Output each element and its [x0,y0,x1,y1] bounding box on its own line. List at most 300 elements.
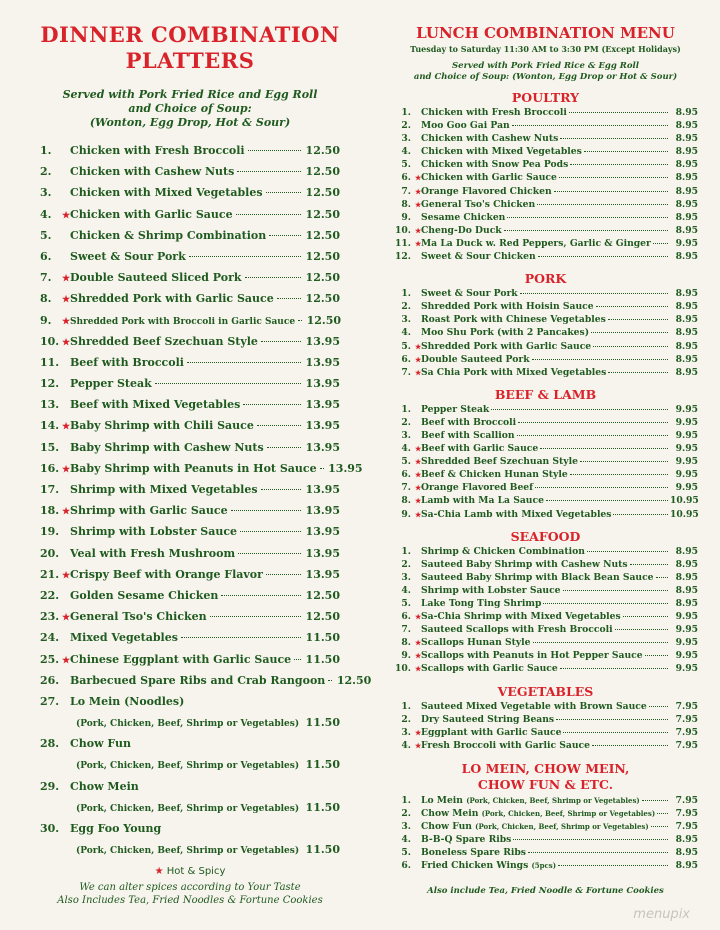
item-options: (Pork, Chicken, Beef, Shrimp or Vegetables) [76,761,300,772]
item-name-wrap [421,624,613,635]
spicy-star-icon: ★ [415,496,422,506]
item-number: 12. [40,377,60,391]
item-name: Baby Shrimp with Cashew Nuts [70,440,264,454]
item-options: (Pork, Chicken, Beef, Shrimp or Vegetables) [76,846,300,857]
dot-leader [591,332,668,333]
item-number: 2. [401,713,411,725]
section-heading [393,684,698,699]
item-price: 8.95 [675,146,698,158]
dot-leader [563,590,668,591]
item-number: 30. [40,822,60,835]
item-number: 21. [40,567,60,581]
list-item [393,107,698,120]
item-number: 23. [40,610,60,624]
item-name-wrap [421,714,554,725]
spicy-star-icon: ★ [62,337,71,348]
section-title: LO MEIN, CHOW MEIN, [461,760,630,776]
item-name-wrap [421,327,589,338]
item-name: Double Sauteed Pork [421,353,530,365]
item-name: Sweet & Sour Pork [70,249,186,263]
list-item [40,250,340,271]
item-number: 4. [401,327,411,339]
item-name: Chow Fun [421,821,472,833]
item-name-wrap [421,238,651,249]
list-item [40,419,340,440]
section-title: POULTRY [511,90,580,105]
spicy-star-icon: ★ [415,354,422,364]
item-number: 2. [401,808,411,820]
item-number: 10. [40,334,60,348]
dot-leader [559,177,668,178]
item-number: 5. [401,340,411,352]
item-price: 8.95 [675,598,698,609]
dinner-title: DINNER COMBINATION PLATTERS [40,22,340,73]
item-number: 11. [395,237,411,249]
item-name: Baby Shrimp with Chili Sauce [70,419,254,433]
list-item [40,589,340,610]
item-number: 5. [401,598,411,609]
item-number: 6. [401,860,411,872]
item-price: 10.95 [670,508,699,520]
item-number: 4. [401,584,411,596]
item-name: Chicken & Shrimp Combination [70,228,267,242]
item-name: Moo Goo Gai Pan [421,120,510,132]
item-name: Boneless Spare Ribs [421,847,526,859]
list-item [393,456,698,469]
list-item [393,120,698,133]
item-price: 8.95 [675,159,698,171]
dot-leader [269,235,301,236]
dot-leader [245,277,302,278]
item-name: Chow Fun [70,737,131,751]
list-item [393,611,698,624]
spicy-star-icon: ★ [62,464,71,475]
dot-leader [608,372,668,373]
item-name-wrap [421,847,526,858]
dot-leader [243,404,301,405]
dot-leader [210,616,301,617]
item-name-wrap [421,133,558,144]
item-price: 13.95 [305,398,340,412]
item-options-row [40,758,340,779]
list-item [40,547,340,568]
item-name: Sauteed Baby Shrimp with Black Bean Sauce [421,571,654,583]
list-item [393,559,698,572]
list-item [393,650,698,663]
dot-leader [328,680,332,681]
dot-leader [580,461,668,462]
dot-leader [593,346,668,347]
item-price: 11.50 [305,652,340,666]
list-item [393,159,698,172]
list-item [40,483,340,504]
dot-leader [653,243,668,244]
item-name-wrap [421,860,556,871]
dot-leader [532,359,668,360]
item-price: 12.50 [305,588,340,602]
item-name: Shredded Pork with Garlic Sauce [70,292,274,306]
dot-leader [533,642,668,643]
item-name: Fresh Broccoli with Garlic Sauce [421,739,590,751]
list-item [393,404,698,417]
list-item [40,822,340,843]
item-number: 20. [40,546,60,560]
list-item [40,356,340,377]
dot-leader [491,409,668,410]
item-options: (Pork, Chicken, Beef, Shrimp or Vegetables) [466,795,640,805]
spicy-star-icon: ★ [415,664,422,674]
item-number: 3. [401,821,411,833]
item-name: B-B-Q Spare Ribs [421,834,512,846]
dinner-item-list [40,144,372,864]
item-price: 8.95 [675,172,698,184]
list-item [393,847,698,860]
item-price: 9.95 [675,469,698,481]
item-name: Lo Mein (Noodles) [70,694,185,708]
item-name: Mixed Vegetables [70,631,178,645]
spicy-star-icon: ★ [62,422,71,433]
hot-spicy-star-icon: ★ [154,866,164,878]
item-name-wrap [421,314,606,325]
item-price: 9.95 [675,443,698,455]
dot-leader [155,383,301,384]
item-options: (Pork, Chicken, Beef, Shrimp or Vegetables) [481,809,656,819]
item-number: 24. [40,631,60,645]
item-number: 29. [40,779,60,793]
item-name: Beef with Garlic Sauce [421,443,539,455]
item-price: 13.95 [305,546,340,560]
dot-leader [518,422,668,423]
dot-leader [587,551,668,552]
item-options-row [40,801,340,822]
item-name: Sauteed Baby Shrimp with Cashew Nuts [421,558,628,570]
dot-leader [266,574,301,575]
item-price: 7.95 [675,821,698,833]
dot-leader [560,138,668,139]
dot-leader [221,595,301,596]
lunch-footer: Also include Tea, Fried Noodle & Fortune Cookies [427,885,664,896]
dot-leader [623,616,668,617]
item-name-wrap [421,611,621,622]
spicy-star-icon: ★ [62,570,71,581]
dot-leader [538,256,668,257]
section-heading [393,761,698,793]
list-item [393,572,698,585]
dot-leader [657,813,668,814]
item-name-wrap [421,186,552,197]
item-price: 9.95 [675,416,698,428]
section-heading [393,529,698,544]
dot-leader [649,706,668,707]
item-name: Beef with Scallion [421,429,515,441]
item-name: Chow Mein [421,808,479,820]
list-item [393,133,698,146]
item-number: 10. [395,224,411,236]
item-name-wrap [421,637,531,648]
item-name: Chicken with Mixed Vegetables [421,146,582,158]
spicy-star-icon: ★ [415,173,422,183]
item-name: Pepper Steak [70,377,152,391]
item-price: 7.95 [675,794,698,806]
spicy-star-icon: ★ [415,341,422,351]
item-number: 2. [40,165,52,179]
dot-leader [656,577,668,578]
item-number: 17. [40,483,60,496]
item-price: 12.50 [306,313,342,327]
dot-leader [570,164,668,165]
item-price: 9.95 [675,237,698,249]
item-number: 25. [40,652,60,666]
list-item [393,251,698,264]
item-name: Orange Flavored Beef [421,482,534,494]
list-item [40,229,340,250]
item-name: Cheng-Do Duck [421,224,502,236]
item-number: 6. [401,469,411,481]
item-name: Shrimp & Chicken Combination [421,545,585,557]
item-price: 13.95 [328,461,363,475]
dot-leader [237,171,301,172]
list-item [40,610,340,631]
list-item [393,288,698,301]
spicy-star-icon: ★ [415,457,422,467]
lunch-column [393,10,698,896]
item-name-wrap [421,417,516,428]
dot-leader [261,341,301,342]
list-item [393,624,698,637]
spicy-star-icon: ★ [62,316,71,327]
dot-leader [645,655,668,656]
item-options: (Pork, Chicken, Beef, Shrimp or Vegetables) [475,822,649,832]
item-price: 7.95 [675,700,698,712]
list-item [393,860,698,873]
spicy-star-icon: ★ [415,470,422,480]
section-title-line2: CHOW FUN & ETC. [477,776,614,792]
list-item [40,144,340,165]
item-price: 9.95 [675,482,698,494]
list-item [393,199,698,212]
item-price: 8.95 [675,211,698,223]
item-price: 13.95 [305,377,340,391]
watermark: menupix [633,907,690,922]
item-name: Baby Shrimp with Peanuts in Hot Sauce [70,461,317,475]
item-number: 15. [40,440,60,454]
item-number: 11. [40,355,60,369]
item-number: 1. [40,144,52,157]
item-number: 9. [401,508,411,520]
item-price: 8.95 [675,251,698,263]
item-name-wrap [421,212,505,223]
dot-leader [558,865,668,866]
item-number: 1. [401,107,411,118]
dinner-subtitle: Served with Pork Fried Rice and Egg Roll and Choice of Soup: (Wonton, Egg Drop, Hot & Sour) [62,88,318,129]
lunch-subtitle: Served with Pork Fried Rice & Egg Roll and Choice of Soup: (Wonton, Egg Drop or Hot & Sour) [413,61,678,82]
item-name-wrap [421,443,538,454]
item-number: 5. [40,228,52,242]
item-name-wrap [421,727,561,738]
item-number: 16. [40,461,60,475]
spicy-star-icon: ★ [62,210,71,221]
dot-leader [236,214,301,215]
item-name: Roast Pork with Chinese Vegetables [421,314,606,326]
item-name: Shredded Pork with Garlic Sauce [421,340,592,352]
list-item [40,631,340,652]
item-name: Sa-Chia Lamb with Mixed Vegetables [421,508,612,520]
item-name: Shrimp with Lobster Sauce [70,525,238,539]
item-name: Crispy Beef with Orange Flavor [70,567,263,581]
dot-leader [277,298,301,299]
item-number: 1. [401,403,411,415]
item-name: Chicken with Garlic Sauce [70,207,233,221]
item-number: 27. [40,694,60,708]
dinner-column [40,10,372,907]
item-price: 12.50 [336,673,372,687]
spicy-star-icon: ★ [415,238,422,248]
item-price: 12.50 [305,144,340,157]
item-price: 12.50 [305,292,340,306]
list-item [393,367,698,380]
item-price: 11.50 [305,843,340,857]
item-price: 13.95 [305,483,340,496]
item-number: 13. [40,398,60,412]
section-heading [393,271,698,286]
item-name-wrap [421,172,557,183]
item-name: Chow Mein [70,779,139,793]
item-number: 5. [401,847,411,859]
item-number: 6. [401,353,411,365]
dot-leader [320,468,324,469]
item-price: 8.95 [675,133,698,145]
item-name: Shredded Beef Szechuan Style [421,456,578,468]
item-price: 7.95 [675,739,698,751]
item-name-wrap [421,288,518,299]
dot-leader [563,732,668,733]
item-price: 12.50 [305,610,340,624]
item-price: 13.95 [305,334,340,348]
item-number: 8. [401,637,411,649]
spicy-star-icon: ★ [62,295,71,306]
dot-leader [504,230,668,231]
item-number: 3. [401,429,411,441]
item-name-wrap [421,301,594,312]
item-name-wrap [421,546,585,557]
dot-leader [560,668,668,669]
list-item [393,341,698,354]
item-number: 4. [401,146,411,158]
item-price: 13.95 [305,567,340,581]
item-name-wrap [421,367,606,378]
list-item [393,585,698,598]
item-name: Chicken with Cashew Nuts [70,165,235,179]
list-item [393,354,698,367]
item-price: 12.50 [305,249,340,263]
dot-leader [294,659,301,660]
item-name-wrap [421,199,535,210]
item-name: Sweet & Sour Chicken [421,251,536,263]
dot-leader [546,500,668,501]
dot-leader [257,425,301,426]
dinner-footer: We can alter spices according to Your Taste Also Includes Tea, Fried Noodles & Fortune Cookies [57,882,323,907]
list-item [393,327,698,340]
spicy-star-icon: ★ [415,186,422,196]
item-price: 8.95 [675,107,698,118]
item-number: 26. [40,673,60,687]
dot-leader [248,150,301,151]
item-number: 28. [40,737,60,751]
item-name: Shredded Pork with Broccoli in Garlic Sauce [70,316,296,327]
item-name: Fried Chicken Wings [421,860,529,872]
list-item [393,808,698,821]
item-number: 7. [401,366,411,378]
dot-leader [520,293,668,294]
list-item [40,186,340,207]
list-item [393,417,698,430]
dot-leader [298,320,302,321]
item-price: 12.50 [305,207,340,221]
item-price: 11.50 [305,716,340,730]
list-item [393,795,698,808]
spicy-star-icon: ★ [62,274,71,285]
item-name-wrap [421,598,541,609]
item-name: Shredded Pork with Hoisin Sauce [421,301,594,313]
item-name: Chicken with Cashew Nuts [421,133,559,145]
item-price: 11.50 [305,800,340,814]
item-name: Chinese Eggplant with Garlic Sauce [70,652,292,666]
item-name: Moo Shu Pork (with 2 Pancakes) [421,327,590,339]
dot-leader [266,192,301,193]
item-price: 9.95 [675,429,698,441]
item-name-wrap [421,808,655,819]
list-item [393,186,698,199]
item-name: Chicken with Snow Pea Pods [421,159,569,171]
item-name: Scallops with Garlic Sauce [421,663,558,675]
item-name: Shrimp with Mixed Vegetables [70,483,258,496]
item-number: 3. [401,726,411,738]
item-number: 12. [395,251,411,263]
item-price: 13.95 [305,419,340,433]
item-name: General Tso's Chicken [421,198,536,210]
item-name-wrap [421,834,511,845]
dot-leader [584,151,668,152]
item-price: 12.50 [305,271,340,285]
item-name: Sauteed Scallops with Fresh Broccoli [421,624,613,636]
item-name-wrap [421,740,590,751]
list-item [393,238,698,251]
item-price: 8.95 [675,584,698,596]
item-name-wrap [421,456,578,467]
list-item [40,461,363,483]
item-price: 9.95 [675,650,698,662]
item-name: Sa-Chia Shrimp with Mixed Vegetables [421,611,621,623]
item-number: 3. [40,186,52,200]
item-name: Shrimp with Garlic Sauce [70,504,228,518]
item-name-wrap [421,509,611,520]
item-options-row [40,843,340,864]
item-price: 9.95 [675,403,698,415]
item-options-row [40,716,340,737]
dot-leader [517,435,668,436]
item-number: 3. [401,133,411,145]
item-number: 1. [401,700,411,712]
spicy-star-icon: ★ [415,638,422,648]
list-item [393,301,698,314]
item-name-wrap [421,495,544,506]
item-name: Beef with Broccoli [70,355,184,369]
item-number: 9. [401,211,411,223]
item-number: 18. [40,504,60,518]
list-item [40,208,340,229]
dot-leader [231,510,301,511]
item-price: 11.50 [305,758,340,772]
